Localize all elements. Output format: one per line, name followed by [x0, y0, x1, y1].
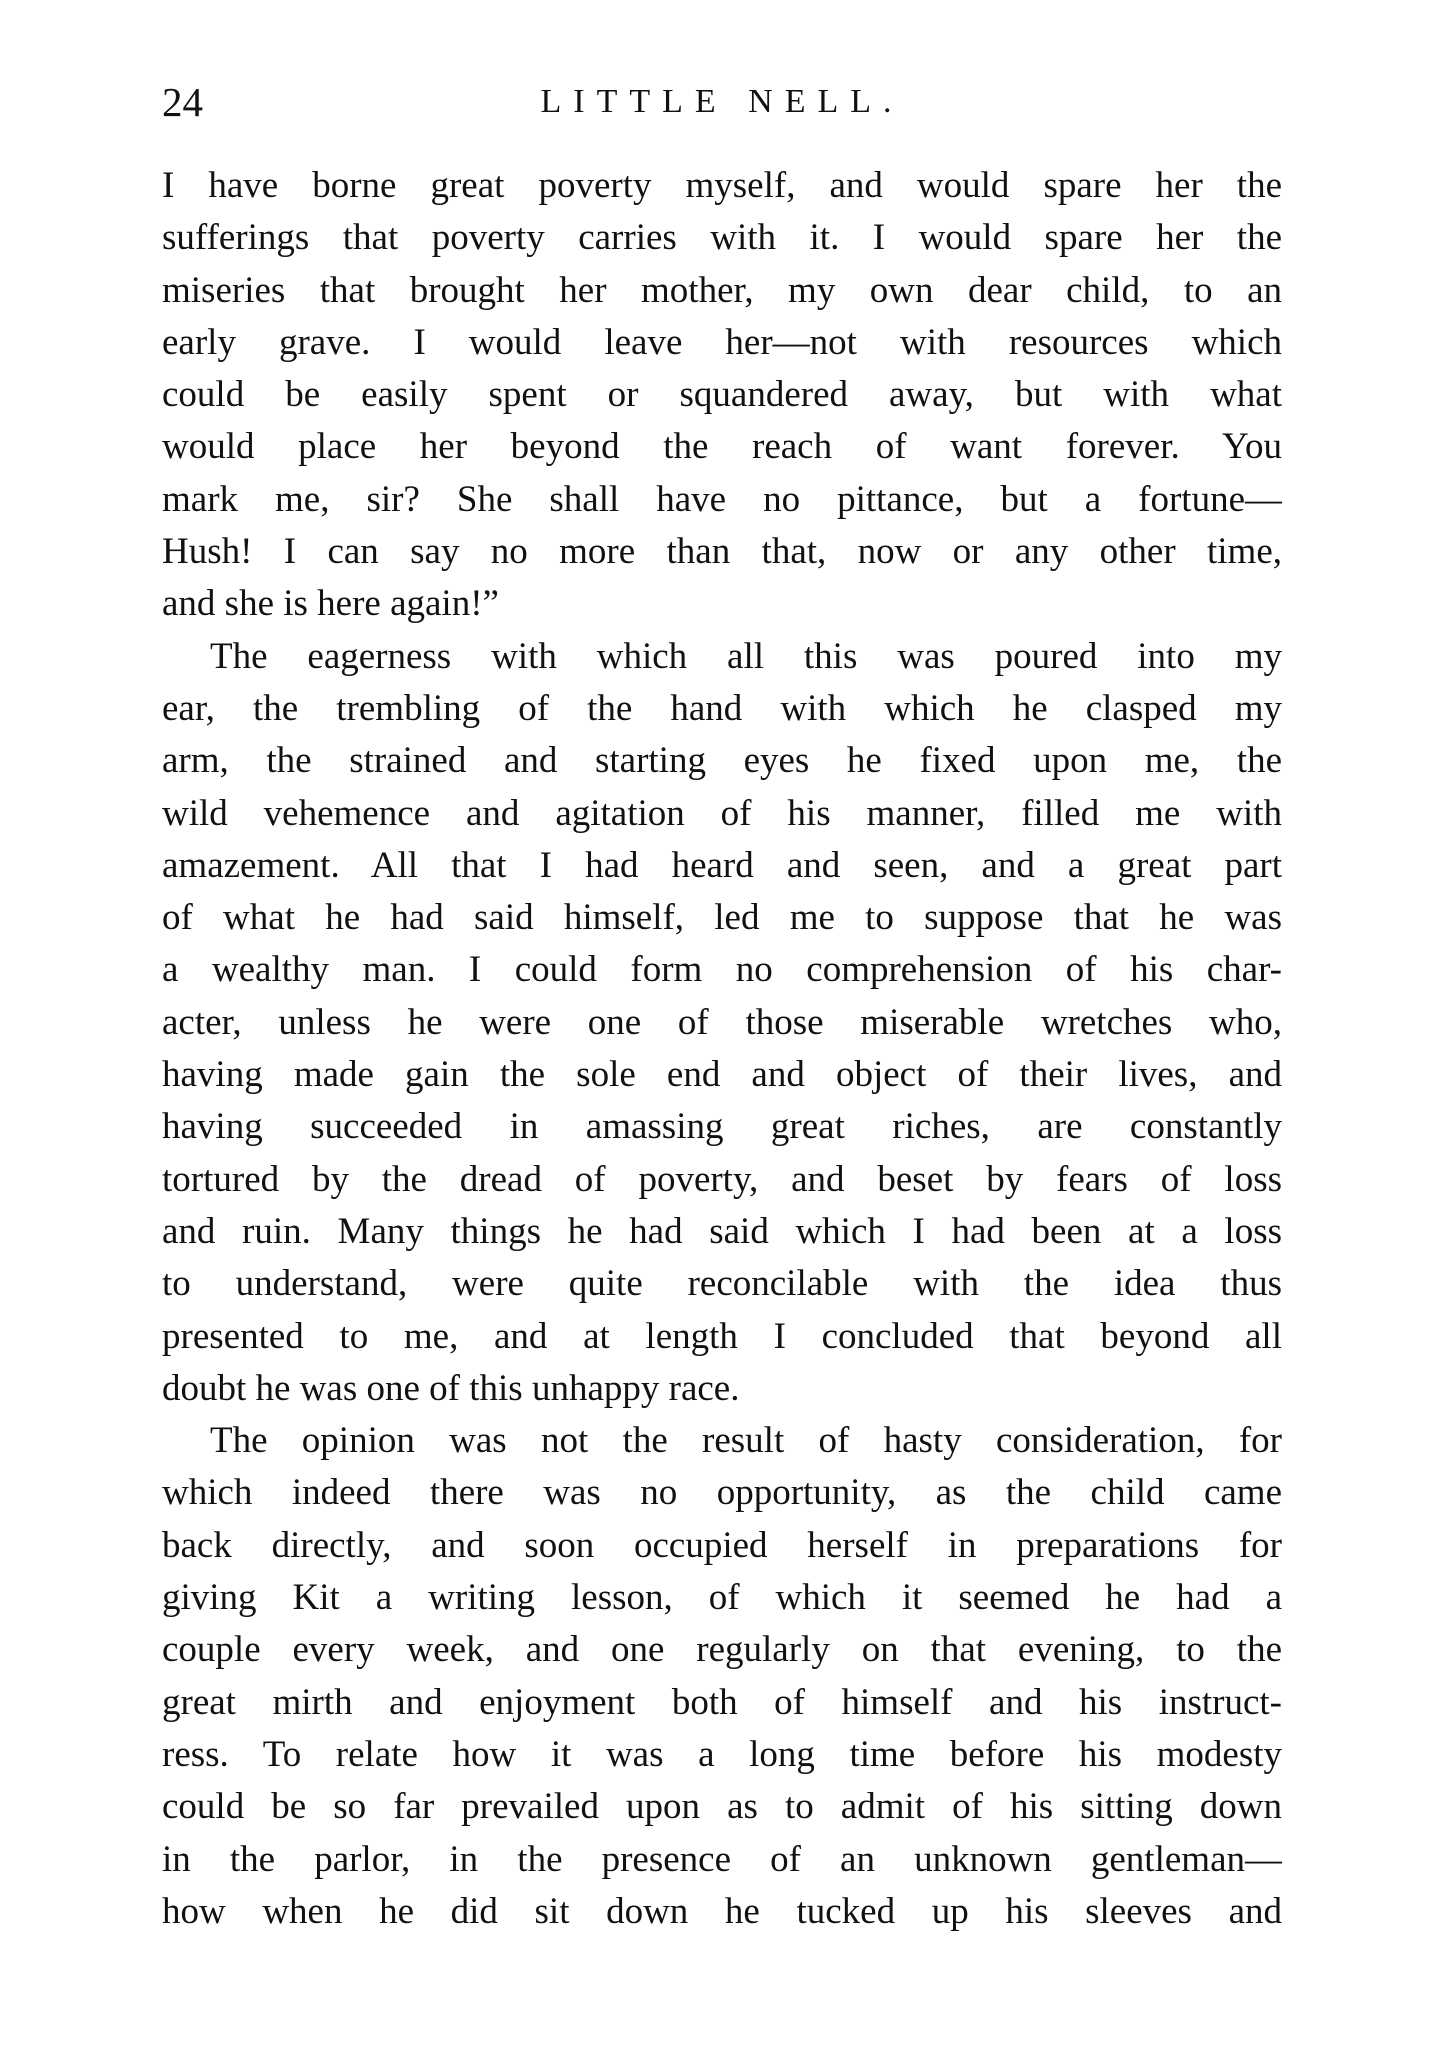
text-line: how when he did sit down he tucked up his sleeves and	[162, 1890, 1282, 1932]
text-line: could be so far prevailed upon as to admit of his sitting down	[162, 1786, 1282, 1828]
text-line: back directly, and soon occupied herself in preparations for	[162, 1524, 1282, 1566]
text-line: tortured by the dread of poverty, and beset by fears of loss	[162, 1158, 1282, 1200]
text-line: would place her beyond the reach of want forever. You	[162, 426, 1282, 468]
text-line: wild vehemence and agitation of his manner, filled me with	[162, 792, 1282, 834]
text-line: which indeed there was no opportunity, as the child came	[162, 1472, 1282, 1514]
page-number: 24	[162, 79, 203, 125]
text-line: ress. To relate how it was a long time before his modesty	[162, 1733, 1282, 1775]
text-line: couple every week, and one regularly on that evening, to the	[162, 1629, 1282, 1671]
running-title: LITTLE NELL.	[540, 83, 904, 120]
text-line: early grave. I would leave her—not with resources which	[162, 321, 1282, 363]
text-line: in the parlor, in the presence of an unknown gentleman—	[162, 1838, 1282, 1880]
text-line: arm, the strained and starting eyes he fixed upon me, the	[162, 740, 1282, 782]
text-line: The opinion was not the result of hasty consideration, for	[210, 1420, 1282, 1462]
text-line: doubt he was one of this unhappy race.	[162, 1367, 740, 1409]
text-line: and she is here again!”	[162, 583, 499, 625]
text-line: miseries that brought her mother, my own dear child, to an	[162, 269, 1282, 311]
paragraph	[162, 1415, 1282, 1938]
text-line: Hush! I can say no more than that, now or any other time,	[162, 531, 1282, 573]
text-line: a wealthy man. I could form no comprehension of his char-	[162, 949, 1282, 991]
text-line: mark me, sir? She shall have no pittance, but a fortune—	[162, 478, 1282, 520]
text-line: acter, unless he were one of those miserable wretches who,	[162, 1001, 1282, 1043]
text-line: I have borne great poverty myself, and would spare her the	[162, 165, 1282, 206]
text-line: The eagerness with which all this was poured into my	[210, 635, 1282, 677]
text-line: and ruin. Many things he had said which I had been at a loss	[162, 1210, 1282, 1252]
page-header	[162, 72, 1282, 132]
body-text	[162, 160, 1282, 1938]
text-line: great mirth and enjoyment both of himself and his instruct-	[162, 1681, 1282, 1723]
text-line: of what he had said himself, led me to suppose that he was	[162, 897, 1282, 939]
text-line: to understand, were quite reconcilable with the idea thus	[162, 1263, 1282, 1305]
paragraph	[162, 631, 1282, 1415]
text-line: sufferings that poverty carries with it. I would spare her the	[162, 217, 1282, 259]
text-line: presented to me, and at length I concluded that beyond all	[162, 1315, 1282, 1357]
text-line: could be easily spent or squandered away, but with what	[162, 374, 1282, 416]
text-line: giving Kit a writing lesson, of which it seemed he had a	[162, 1577, 1282, 1619]
text-line: amazement. All that I had heard and seen, and a great part	[162, 844, 1282, 886]
text-line: having made gain the sole end and object of their lives, and	[162, 1054, 1282, 1096]
paragraph	[162, 160, 1282, 631]
text-line: ear, the trembling of the hand with which he clasped my	[162, 687, 1282, 729]
text-line: having succeeded in amassing great riches, are constantly	[162, 1106, 1282, 1148]
